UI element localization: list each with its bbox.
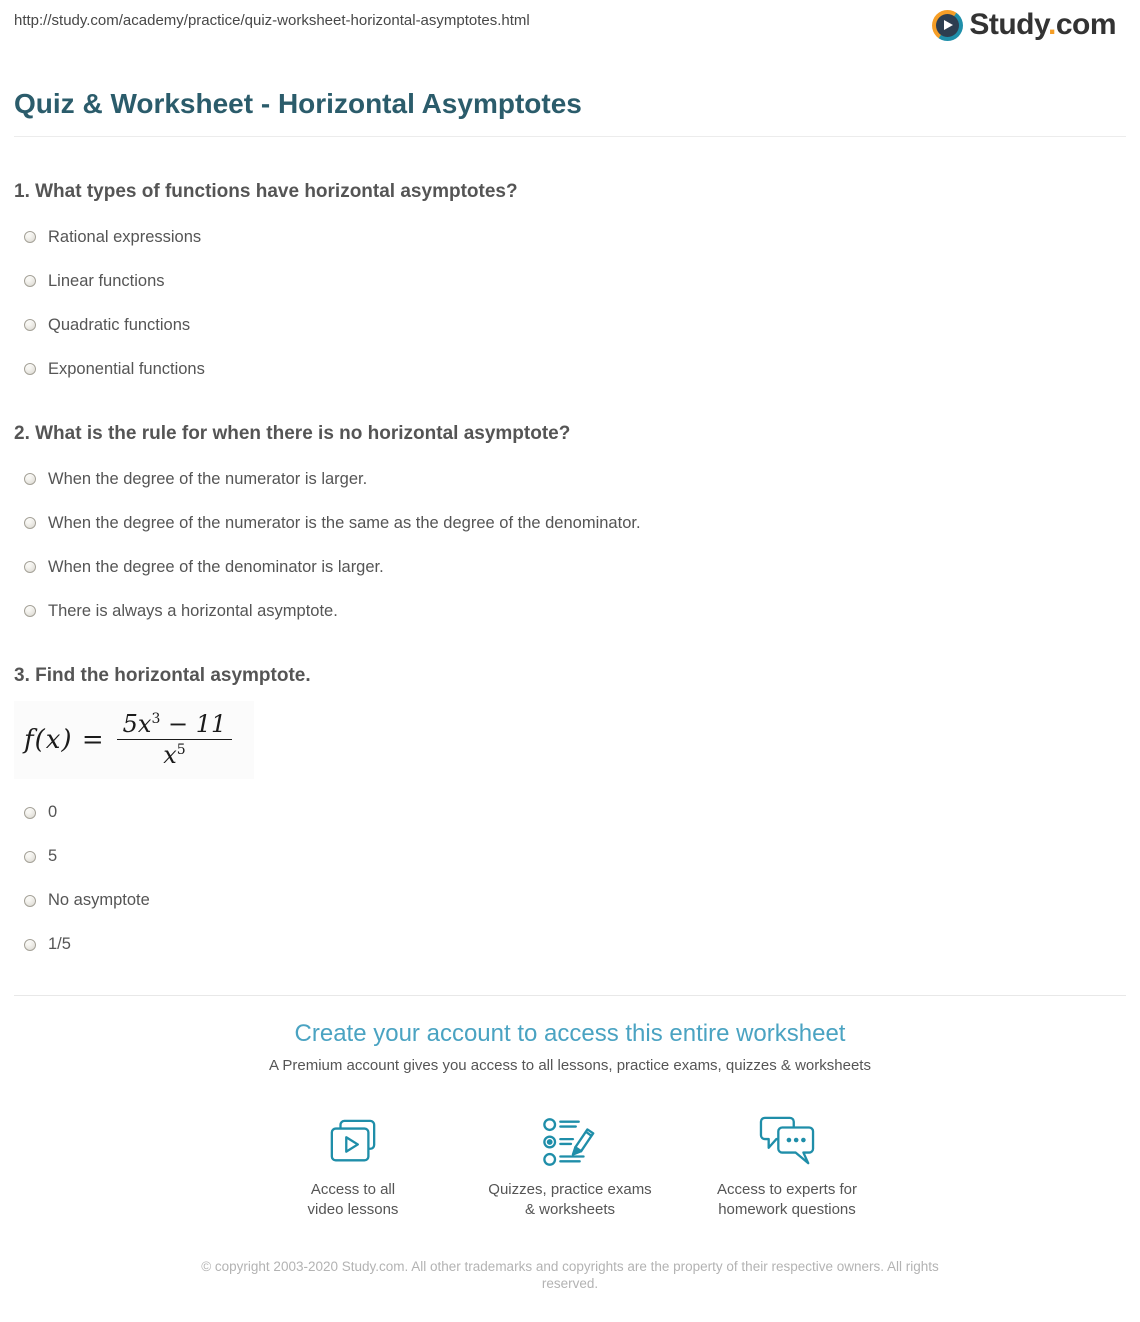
question-3 <box>14 665 1126 955</box>
feature-label: Access to experts for homework questions <box>716 1180 858 1218</box>
question-1-option-2[interactable] <box>14 271 1126 291</box>
question-1-option-4[interactable] <box>14 359 1126 379</box>
option-label: 1/5 <box>48 935 71 954</box>
cta-section <box>14 1020 1126 1220</box>
video-lessons-icon <box>245 1106 462 1168</box>
logo-study: Study <box>969 8 1048 41</box>
feature-label: Access to all video lessons <box>307 1180 399 1218</box>
option-label: When the degree of the numerator is larger. <box>48 469 368 488</box>
question-3-option-4[interactable] <box>14 935 1126 955</box>
logo-dot: . <box>1047 8 1056 41</box>
features-row <box>14 1106 1126 1220</box>
formula-fraction <box>117 711 233 769</box>
feature-label: Quizzes, practice exams & worksheets <box>488 1180 652 1218</box>
radio-button[interactable] <box>24 561 36 573</box>
radio-button[interactable] <box>24 895 36 907</box>
title-divider <box>14 136 1126 137</box>
radio-button[interactable] <box>24 473 36 485</box>
option-label: When the degree of the numerator is the same as the degree of the denominator. <box>48 513 641 532</box>
radio-button[interactable] <box>24 319 36 331</box>
question-2-option-4[interactable] <box>14 601 1126 621</box>
logo-wordmark <box>969 8 1116 42</box>
radio-button[interactable] <box>24 231 36 243</box>
question-2-option-1[interactable] <box>14 469 1126 489</box>
denominator-exponent: 5 <box>176 742 186 759</box>
question-3-option-3[interactable] <box>14 891 1126 911</box>
quizzes-worksheets-icon <box>462 1106 679 1168</box>
fraction-bar <box>117 739 233 740</box>
formula-lhs: f(x) = <box>24 724 105 755</box>
radio-button[interactable] <box>24 275 36 287</box>
radio-button[interactable] <box>24 605 36 617</box>
option-label: 0 <box>48 803 58 822</box>
logo-com: com <box>1055 8 1116 41</box>
study-logo[interactable] <box>932 8 1116 42</box>
section-divider <box>14 995 1126 996</box>
option-label: Linear functions <box>48 271 165 290</box>
question-2-heading: 2. What is the rule for when there is no horizontal asymptote? <box>14 423 571 444</box>
radio-button[interactable] <box>24 517 36 529</box>
option-label: Quadratic functions <box>48 315 191 334</box>
page-title: Quiz & Worksheet - Horizontal Asymptotes <box>14 88 582 119</box>
cta-subheading: A Premium account gives you access to all lessons, practice exams, quizzes & worksheets <box>269 1056 871 1074</box>
question-3-heading: 3. Find the horizontal asymptote. <box>14 665 311 686</box>
question-1 <box>14 181 1126 379</box>
option-label: No asymptote <box>48 891 150 910</box>
fraction-numerator: $5x^3 - 11$ <box>122 710 227 738</box>
option-label: There is always a horizontal asymptote. <box>48 601 338 620</box>
math-formula <box>14 701 254 779</box>
question-2-option-2[interactable] <box>14 513 1126 533</box>
option-label: 5 <box>48 847 58 866</box>
question-2-option-3[interactable] <box>14 557 1126 577</box>
fraction-denominator: $x^5$ <box>163 741 186 770</box>
option-label: Exponential functions <box>48 359 205 378</box>
question-2 <box>14 423 1126 621</box>
numerator-exponent: 3 <box>151 711 161 727</box>
page-header <box>14 10 1126 60</box>
experts-chat-icon <box>679 1106 896 1168</box>
radio-button[interactable] <box>24 363 36 375</box>
question-1-option-1[interactable] <box>14 227 1126 247</box>
radio-button[interactable] <box>24 939 36 951</box>
question-3-option-2[interactable] <box>14 847 1126 867</box>
question-1-option-3[interactable] <box>14 315 1126 335</box>
feature-experts-chat <box>679 1106 896 1220</box>
page-url: http://study.com/academy/practice/quiz-worksheet-horizontal-asymptotes.html <box>14 12 530 29</box>
copyright-notice: © copyright 2003-2020 Study.com. All other trademarks and copyrights are the property of their respective owners. All rights reserved. <box>201 1258 939 1291</box>
option-label: When the degree of the denominator is larger. <box>48 557 384 576</box>
option-label: Rational expressions <box>48 227 202 246</box>
feature-quizzes-worksheets <box>462 1106 679 1220</box>
feature-video-lessons <box>245 1106 462 1220</box>
question-3-option-1[interactable] <box>14 803 1126 823</box>
question-1-heading: 1. What types of functions have horizontal asymptotes? <box>14 181 518 202</box>
cta-heading: Create your account to access this entire worksheet <box>294 1019 846 1047</box>
radio-button[interactable] <box>24 851 36 863</box>
play-circle-icon <box>932 10 963 41</box>
radio-button[interactable] <box>24 807 36 819</box>
